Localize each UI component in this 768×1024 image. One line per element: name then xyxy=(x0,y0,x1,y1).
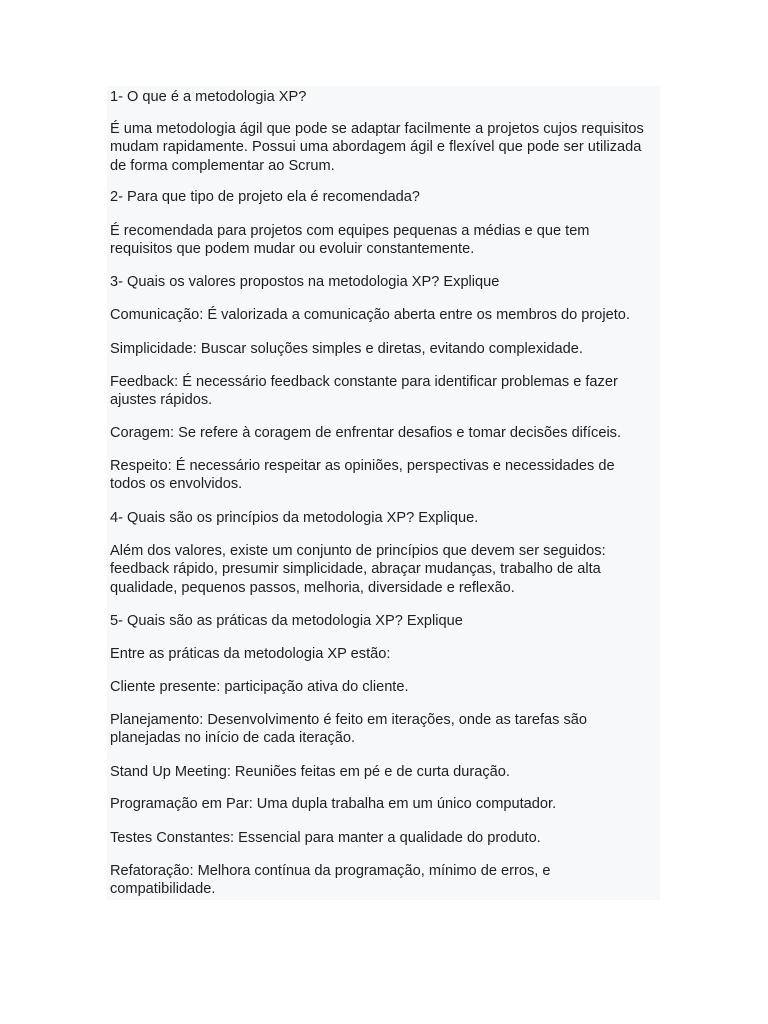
practice-pair-programming: Programação em Par: Uma dupla trabalha em um único computador. xyxy=(110,796,557,812)
practice-standup: Stand Up Meeting: Reuniões feitas em pé e de curta duração. xyxy=(110,764,510,780)
value-feedback: Feedback: É necessário feedback constante para identificar problemas e fazer ajustes rápidos. xyxy=(110,374,618,409)
answer-1: É uma metodologia ágil que pode se adaptar facilmente a projetos cujos requisitos mudam rapidamente. Possui uma abordagem ágil e flexível que pode ser utilizada de forma complementar ao Scrum. xyxy=(110,121,644,174)
value-communication: Comunicação: É valorizada a comunicação aberta entre os membros do projeto. xyxy=(110,307,630,323)
question-2: 2- Para que tipo de projeto ela é recomendada? xyxy=(110,189,420,205)
question-3: 3- Quais os valores propostos na metodologia XP? Explique xyxy=(110,274,500,290)
question-1: 1- O que é a metodologia XP? xyxy=(110,89,307,105)
value-courage: Coragem: Se refere à coragem de enfrentar desafios e tomar decisões difíceis. xyxy=(110,425,622,441)
value-respect: Respeito: É necessário respeitar as opiniões, perspectivas e necessidades de todos os envolvidos. xyxy=(110,458,615,493)
practice-testing: Testes Constantes: Essencial para manter a qualidade do produto. xyxy=(110,830,541,846)
question-5: 5- Quais são as práticas da metodologia XP? Explique xyxy=(110,613,463,629)
practice-refactoring: Refatoração: Melhora contínua da programação, mínimo de erros, e compatibilidade. xyxy=(110,863,551,898)
practices-intro: Entre as práticas da metodologia XP estão: xyxy=(110,646,391,662)
practice-planning: Planejamento: Desenvolvimento é feito em iterações, onde as tarefas são planejadas no início de cada iteração. xyxy=(110,712,587,747)
practice-client: Cliente presente: participação ativa do cliente. xyxy=(110,679,409,695)
question-4: 4- Quais são os princípios da metodologia XP? Explique. xyxy=(110,510,479,526)
answer-2: É recomendada para projetos com equipes pequenas a médias e que tem requisitos que podem mudar ou evoluir constantemente. xyxy=(110,223,590,258)
answer-4: Além dos valores, existe um conjunto de princípios que devem ser seguidos: feedback rápido, presumir simplicidade, abraçar mudanças, trabalho de alta qualidade, pequenos passos, melhoria, diversidade e reflexão. xyxy=(110,543,606,596)
value-simplicity: Simplicidade: Buscar soluções simples e diretas, evitando complexidade. xyxy=(110,341,583,357)
document-body xyxy=(107,86,660,900)
